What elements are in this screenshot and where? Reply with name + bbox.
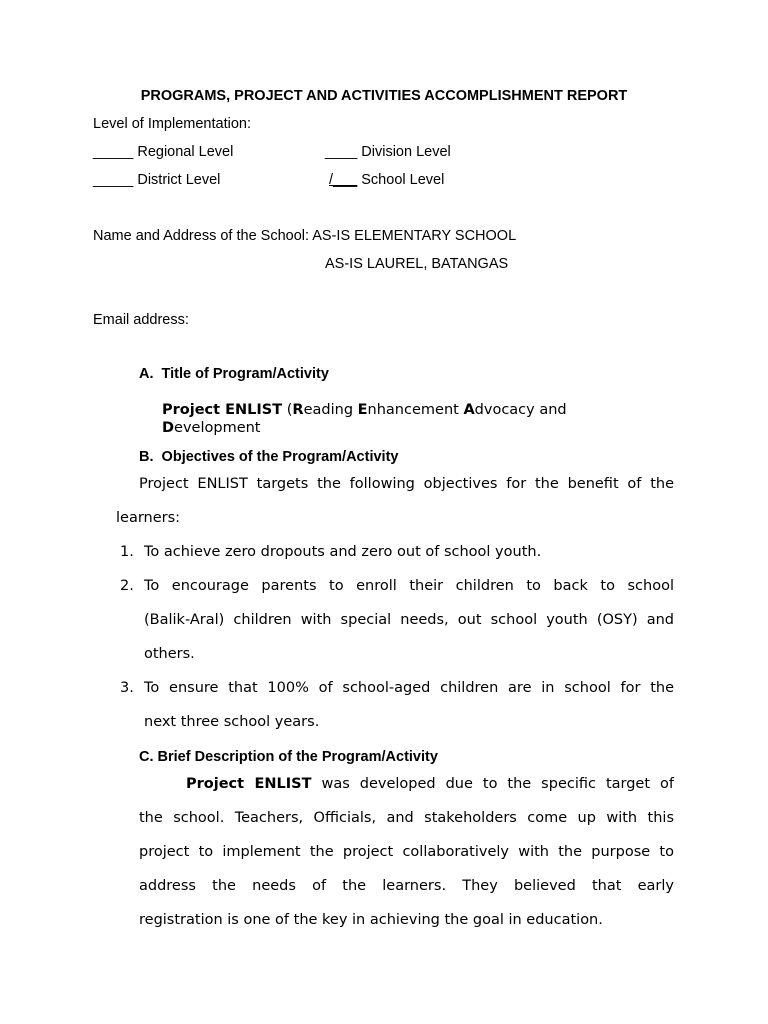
school-name-row (93, 228, 516, 244)
school-address: AS-IS LAUREL, BATANGAS (325, 256, 509, 272)
project-title-bold: Project ENLIST (162, 402, 283, 418)
level-division (325, 144, 451, 160)
objective-3-line1: To ensure that 100% of school-aged children are in school for the (144, 680, 674, 696)
objective-3-number: 3. (120, 680, 134, 696)
section-a-heading: A. Title of Program/Activity (139, 366, 329, 382)
description-project-bold: Project ENLIST (186, 776, 312, 792)
report-title: PROGRAMS, PROJECT AND ACTIVITIES ACCOMPLISHMENT REPORT (140, 88, 628, 104)
objective-2-line2: (Balik-Aral) children with special needs, out school youth (OSY) and (144, 612, 674, 628)
school-label: Name and Address of the School: (93, 228, 310, 244)
description-line5: registration is one of the key in achieving the goal in education. (139, 912, 603, 928)
project-title-line2: Development (162, 420, 261, 436)
objectives-intro-line2: learners: (116, 510, 181, 526)
regional-blank: _____ (93, 144, 134, 160)
description-line2: the school. Teachers, Officials, and stakeholders come up with this (139, 810, 674, 826)
objective-2-number: 2. (120, 578, 134, 594)
division-label: Division Level (361, 144, 451, 160)
description-line3: project to implement the project collaboratively with the purpose to (139, 844, 674, 860)
objective-1-number: 1. (120, 544, 134, 560)
district-blank: _____ (93, 172, 134, 188)
division-blank: ____ (325, 144, 358, 160)
description-line1: Project ENLIST was developed due to the specific target of (186, 776, 674, 792)
level-district (93, 172, 220, 188)
objective-2-line3: others. (144, 646, 195, 662)
objective-3-line2: next three school years. (144, 714, 320, 730)
section-b-heading: B. Objectives of the Program/Activity (139, 449, 399, 465)
objective-2-line1: To encourage parents to enroll their children to back to school (144, 578, 674, 594)
level-label: Level of Implementation: (93, 116, 251, 132)
email-label: Email address: (93, 312, 189, 328)
objectives-intro-line1: Project ENLIST targets the following objectives for the benefit of the (139, 476, 674, 492)
level-school (329, 172, 444, 188)
section-c-heading: C. Brief Description of the Program/Activity (139, 749, 438, 765)
district-label: District Level (137, 172, 221, 188)
school-name: AS-IS ELEMENTARY SCHOOL (312, 228, 517, 244)
objective-1-line1: To achieve zero dropouts and zero out of school youth. (144, 544, 542, 560)
project-title-line1: Project ENLIST (Reading Enhancement Advocacy and (162, 402, 567, 418)
school-check-mark: /___ (329, 172, 358, 188)
description-line4: address the needs of the learners. They believed that early (139, 878, 674, 894)
school-level-label: School Level (361, 172, 445, 188)
level-regional (93, 144, 233, 160)
regional-label: Regional Level (137, 144, 234, 160)
